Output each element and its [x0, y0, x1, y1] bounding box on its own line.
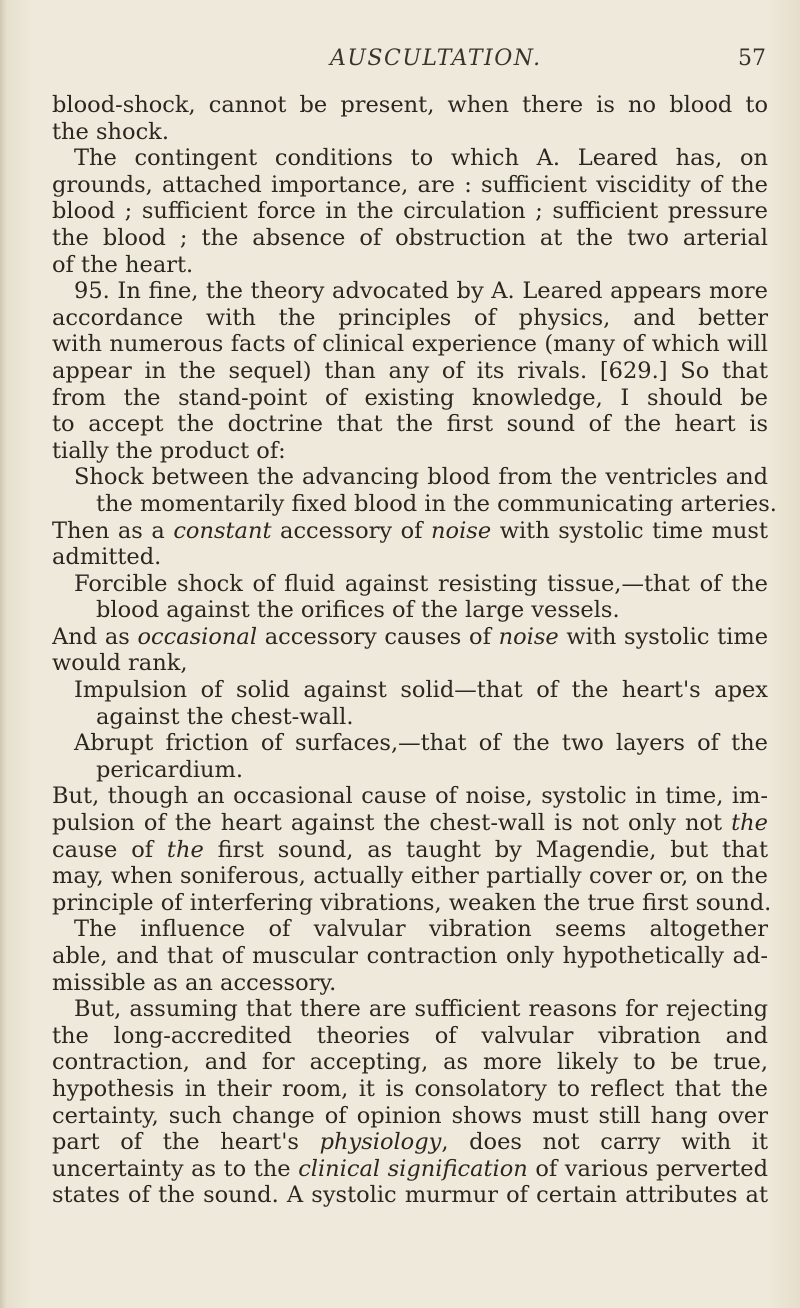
text-line: to accept the doctrine that the first sound of the heart is: [52, 411, 768, 438]
italic-text: clinical signification: [298, 1155, 528, 1182]
text-line: Forcible shock of fluid against resisting tissue,—that of the: [74, 570, 768, 597]
text-line: pericardium.: [96, 756, 244, 783]
text-line: [52, 1129, 768, 1156]
text-line: [52, 624, 768, 651]
text-line: The influence of valvular vibration seems altogether: [74, 916, 768, 943]
italic-text: noise: [498, 623, 559, 650]
text-line: the momentarily fixed blood in the communicating arteries.: [96, 490, 777, 517]
text-run: Then as a: [52, 517, 174, 544]
italic-text: constant: [173, 517, 272, 544]
text-line: Impulsion of solid against solid—that of the heart's apex: [74, 677, 768, 704]
text-line: [52, 1156, 768, 1183]
text-line: contraction, and for accepting, as more likely to be true,: [52, 1049, 768, 1076]
text-line: Shock between the advancing blood from the ventricles and: [74, 464, 768, 491]
text-run: accessory of: [271, 517, 432, 544]
text-line: [52, 518, 768, 545]
text-line: admitted.: [52, 544, 162, 571]
text-line: would rank,: [52, 650, 188, 677]
text-line: the blood ; the absence of obstruction at the two arterial: [52, 224, 768, 251]
text-run: uncertainty as to the: [52, 1155, 299, 1182]
text-line: of the heart.: [52, 251, 194, 278]
text-line: able, and that of muscular contraction only hypothetically ad-: [52, 943, 768, 969]
text-line: appear in the sequel) than any of its rivals. [629.] So that: [52, 357, 768, 384]
text-run: , does not carry with it: [441, 1129, 768, 1156]
text-run: And as: [52, 623, 138, 650]
running-head: AUSCULTATION.: [330, 46, 542, 71]
text-run: of various perverted: [527, 1155, 768, 1182]
text-line: 95. In fine, the theory advocated by A. Leared appears more: [74, 278, 768, 305]
text-run: first sound, as taught by Magendie, but that: [217, 836, 768, 863]
italic-text: the: [731, 810, 768, 837]
text-run: part of the heart's: [52, 1129, 320, 1156]
text-line: accordance with the principles of physics, and better: [52, 304, 768, 331]
italic-text: noise: [431, 517, 492, 544]
text-line: with numerous facts of clinical experience (many of which will: [52, 331, 768, 358]
text-line: states of the sound. A systolic murmur of certain attributes at: [52, 1182, 768, 1209]
text-line: [52, 837, 768, 864]
text-line: against the chest-wall.: [96, 703, 354, 730]
text-run: with systolic time must: [499, 517, 768, 544]
text-line: blood ; sufficient force in the circulation ; sufficient pressure: [52, 198, 768, 225]
page-binding-edge: [0, 0, 6, 1308]
text-line: principle of interfering vibrations, weaken the true first sound.: [52, 889, 772, 916]
italic-text: occasional: [137, 623, 258, 650]
text-line: But, though an occasional cause of noise, systolic in time, im-: [52, 783, 768, 810]
text-line: But, assuming that there are sufficient reasons for rejecting: [74, 996, 768, 1023]
text-line: may, when soniferous, actually either partially cover or, on the: [52, 863, 768, 890]
text-line: Abrupt friction of surfaces,—that of the two layers of the: [74, 730, 768, 757]
text-run: cause of: [52, 836, 167, 863]
page-number: 57: [738, 46, 766, 71]
text-line: blood against the orifices of the large vessels.: [96, 597, 620, 624]
page-header: [0, 46, 800, 74]
text-line: tially the product of:: [52, 437, 286, 464]
text-line: certainty, such change of opinion shows must still hang over: [52, 1102, 768, 1129]
body-text: [52, 92, 777, 1209]
text-line: from the stand-point of existing knowledge, I should be: [52, 384, 768, 411]
text-line: grounds, attached importance, are : sufficient viscidity of the: [52, 171, 768, 198]
text-line: blood-shock, cannot be present, when there is no blood to: [52, 92, 768, 118]
text-line: [52, 810, 768, 837]
italic-text: physiology: [319, 1129, 442, 1156]
text-run: pulsion of the heart against the chest-wall is not only not: [52, 810, 732, 837]
text-line: the shock.: [52, 118, 169, 145]
text-line: missible as an accessory.: [52, 969, 337, 996]
italic-text: the: [166, 836, 204, 863]
text-run: accessory causes of: [257, 623, 499, 650]
text-line: the long-accredited theories of valvular vibration and: [52, 1022, 768, 1049]
text-line: hypothesis in their room, it is consolatory to reflect that the: [52, 1075, 768, 1102]
text-run: with systolic time: [558, 623, 768, 650]
text-line: The contingent conditions to which A. Leared has, on: [74, 145, 768, 172]
